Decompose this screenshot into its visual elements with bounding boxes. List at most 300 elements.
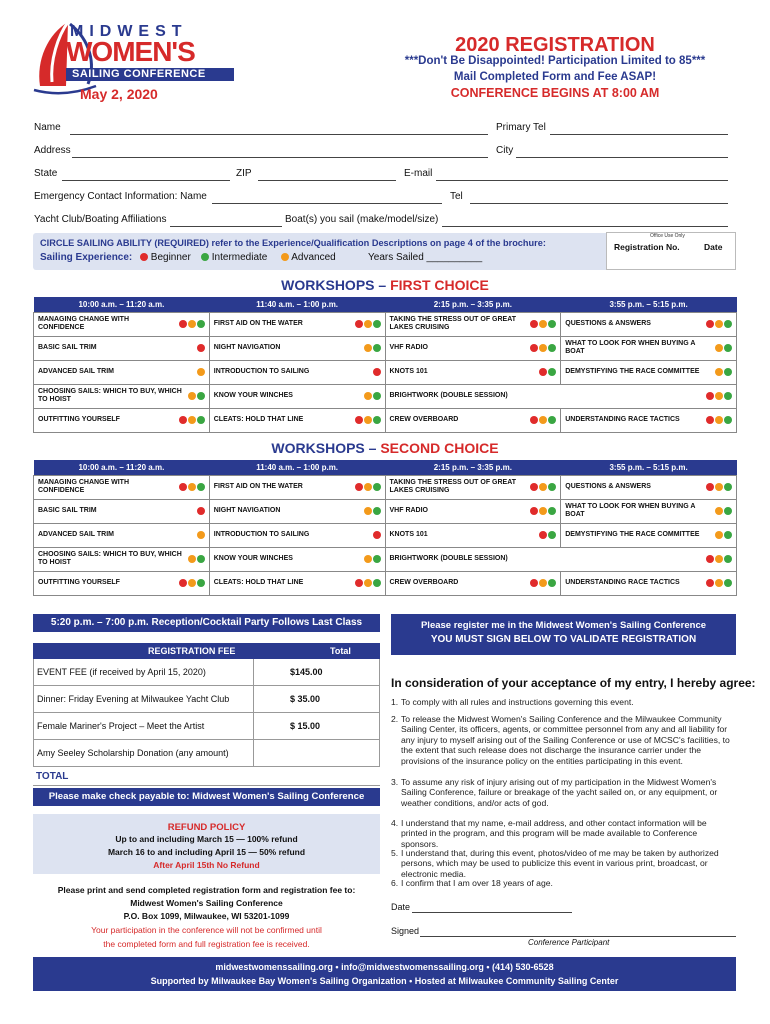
orange-level-dot-icon [715,344,723,352]
level-dots [175,579,205,588]
mail-line4: Your participation in the conference will not be confirmed until [91,925,322,935]
level-dots [193,368,205,377]
workshop-second-session-option[interactable] [34,523,210,547]
red-level-dot-icon [530,320,538,328]
green-level-dot-icon [724,320,732,328]
logo-womens: WOMEN'S [66,36,195,67]
workshop-first-session-option[interactable] [34,360,210,384]
session-title: KNOTS 101 [389,530,428,538]
red-level-dot-icon [179,320,187,328]
state-label: State [34,168,58,179]
session-title: OUTFITTING YOURSELF [38,578,120,586]
workshop-second-row [34,547,737,571]
orange-level-dot-icon [715,531,723,539]
workshop-second-session-option[interactable] [34,547,210,571]
green-level-dot-icon [724,531,732,539]
yacht-club-label: Yacht Club/Boating Affiliations [34,214,167,225]
red-level-dot-icon [373,531,381,539]
workshop-second-row [34,523,737,547]
agreement-item-text: I understand that, during this event, photos/video of me may be taken by authorized persons, which may be used to publicize this event in various print, broadcast, or electronic media. [401,848,719,879]
workshop-first-time-header: 10:00 a.m. – 11:20 a.m. [34,297,210,312]
advanced-dot-icon [281,253,289,261]
level-dots [184,555,205,564]
orange-level-dot-icon [715,320,723,328]
green-level-dot-icon [197,416,205,424]
workshop-second-session-option[interactable] [385,475,561,499]
workshops-first-title-a: WORKSHOPS – [281,277,391,293]
orange-level-dot-icon [715,392,723,400]
workshop-first-row [34,408,737,432]
workshop-second-session-option[interactable] [561,499,737,523]
fee-row-amount: $ 15.00 [290,721,321,731]
ability-beginner[interactable] [139,252,191,263]
fee-total: TOTAL [36,771,69,782]
workshop-first-session-option[interactable] [34,336,210,360]
workshop-first-session-option[interactable] [561,336,737,360]
orange-level-dot-icon [188,416,196,424]
green-level-dot-icon [548,416,556,424]
green-level-dot-icon [197,320,205,328]
ability-advanced[interactable] [280,252,336,263]
workshop-first-session-option[interactable] [385,312,561,336]
green-level-dot-icon [548,483,556,491]
workshop-first-row [34,360,737,384]
orange-level-dot-icon [539,483,547,491]
address-field[interactable] [72,157,488,158]
session-title: UNDERSTANDING RACE TACTICS [565,415,680,423]
city-field[interactable] [516,157,728,158]
workshop-second-session-option[interactable] [209,499,385,523]
green-level-dot-icon [724,507,732,515]
primary-tel-label: Primary Tel [496,122,546,133]
mail-line1: Please print and send completed registration form and registration fee to: [57,885,356,895]
office-use-note: Office Use Only [650,233,685,239]
date-label: Date [391,902,411,912]
refund-title: REFUND POLICY [167,822,246,833]
green-level-dot-icon [548,579,556,587]
level-dots [702,483,732,492]
red-level-dot-icon [530,579,538,587]
red-level-dot-icon [706,555,714,563]
red-level-dot-icon [373,368,381,376]
workshop-first-session-option[interactable] [561,312,737,336]
primary-tel-field[interactable] [550,134,728,135]
orange-level-dot-icon [364,320,372,328]
orange-level-dot-icon [715,579,723,587]
session-title: OUTFITTING YOURSELF [38,415,120,423]
agreement-item-text: I confirm that I am over 18 years of age. [401,878,553,888]
session-title: CLEATS: HOLD THAT LINE [213,415,304,423]
office-date-label: Date [704,242,723,252]
session-title: WHAT TO LOOK FOR WHEN BUYING A BOAT [565,339,696,355]
workshop-first-session-option[interactable] [209,360,385,384]
red-level-dot-icon [197,507,205,515]
workshop-first-session-option[interactable] [385,336,561,360]
fee-row-amount: $ 35.00 [290,694,321,704]
orange-level-dot-icon [539,416,547,424]
fee-total-col-label: Total [330,646,351,656]
level-dots [351,416,381,425]
footer-line1: midwestwomenssailing.org • info@midwestwomenssailing.org • (414) 530-6528 [215,962,554,972]
session-title: CREW OVERBOARD [389,578,459,586]
level-dots [193,507,205,516]
logo-midwest: MIDWEST [70,23,188,40]
workshop-first-row [34,336,737,360]
green-level-dot-icon [548,507,556,515]
fee-total-line [33,785,380,786]
workshop-first-session-option[interactable] [385,360,561,384]
orange-level-dot-icon [364,483,372,491]
fee-row-label: Amy Seeley Scholarship Donation (any amount) [37,748,229,758]
date-field[interactable] [412,912,572,913]
level-dots [526,483,556,492]
zip-field[interactable] [258,180,396,181]
session-title: INTRODUCTION TO SAILING [213,367,310,375]
red-level-dot-icon [530,507,538,515]
session-title: CLEATS: HOLD THAT LINE [213,578,304,586]
workshop-second-session-option[interactable] [385,499,561,523]
session-title: BRIGHTWORK (DOUBLE SESSION) [389,554,508,562]
green-level-dot-icon [197,555,205,563]
workshop-second-time-header: 10:00 a.m. – 11:20 a.m. [34,460,210,475]
workshop-first-session-option[interactable] [561,408,737,432]
header-warning: ***Don't Be Disappointed! Participation Limited to 85*** [404,55,706,67]
green-level-dot-icon [724,368,732,376]
red-level-dot-icon [706,392,714,400]
green-level-dot-icon [548,320,556,328]
workshops-first-title [0,277,770,293]
years-sailed[interactable]: Years Sailed __________ [368,252,483,263]
red-level-dot-icon [530,344,538,352]
orange-level-dot-icon [364,344,372,352]
registration-title: 2020 REGISTRATION [455,34,655,56]
workshop-first-time-header: 2:15 p.m. – 3:35 p.m. [385,297,561,312]
advanced-label: Advanced [291,252,336,263]
workshop-first-time-header: 11:40 a.m. – 1:00 p.m. [209,297,385,312]
level-dots [369,531,381,540]
workshops-second-title [0,440,770,456]
session-title: VHF RADIO [389,506,428,514]
workshop-second-session-option[interactable] [34,571,210,595]
workshop-first-session-option[interactable] [34,408,210,432]
agreement-item-number: 1. [391,697,399,707]
address-label: Address [34,145,71,156]
level-dots [711,507,732,516]
red-level-dot-icon [706,320,714,328]
workshops-first-table [33,297,737,433]
agreement-item-number: 3. [391,777,399,787]
level-dots [526,416,556,425]
zip-label: ZIP [236,168,252,179]
fee-row[interactable] [33,686,380,713]
green-level-dot-icon [373,392,381,400]
session-title: KNOW YOUR WINCHES [213,554,293,562]
session-title: DEMYSTIFYING THE RACE COMMITTEE [565,367,700,375]
session-title: TAKING THE STRESS OUT OF GREAT LAKES CRUISING [389,315,517,331]
workshop-first-session-option[interactable] [385,384,737,408]
orange-level-dot-icon [539,579,547,587]
intermediate-dot-icon [201,253,209,261]
session-title: QUESTIONS & ANSWERS [565,482,651,490]
agreement-item-number: 6. [391,878,399,888]
workshops-second-title-b: SECOND CHOICE [380,440,499,456]
check-payable-text: Please make check payable to: Midwest Women's Sailing Conference [48,791,365,802]
level-dots [360,555,381,564]
workshop-first-session-option[interactable] [385,408,561,432]
boats-field[interactable] [442,226,728,227]
orange-level-dot-icon [715,507,723,515]
session-title: ADVANCED SAIL TRIM [38,367,114,375]
workshop-first-row [34,312,737,336]
red-level-dot-icon [706,416,714,424]
emergency-tel-field[interactable] [470,203,728,204]
red-level-dot-icon [706,483,714,491]
reception-text: 5:20 p.m. – 7:00 p.m. Reception/Cocktail Party Follows Last Class [50,617,363,628]
session-title: ADVANCED SAIL TRIM [38,530,114,538]
beginner-label: Beginner [150,252,191,263]
red-level-dot-icon [530,416,538,424]
orange-level-dot-icon [715,368,723,376]
session-title: QUESTIONS & ANSWERS [565,319,651,327]
level-dots [360,392,381,401]
session-title: KNOTS 101 [389,367,428,375]
session-title: WHAT TO LOOK FOR WHEN BUYING A BOAT [565,502,696,518]
reception-band [33,614,380,632]
agree-title: In consideration of your acceptance of my entry, I hereby agree: [391,676,756,690]
fee-row-label: Female Mariner's Project – Meet the Artist [37,721,205,731]
orange-level-dot-icon [188,579,196,587]
session-title: UNDERSTANDING RACE TACTICS [565,578,680,586]
workshop-first-session-option[interactable] [209,312,385,336]
beginner-dot-icon [140,253,148,261]
level-dots [193,344,205,353]
workshop-first-time-header: 3:55 p.m. – 5:15 p.m. [561,297,737,312]
signature-field[interactable] [420,936,736,937]
emergency-name-field[interactable] [212,203,442,204]
session-title: NIGHT NAVIGATION [213,343,281,351]
level-dots [711,344,732,353]
green-level-dot-icon [197,483,205,491]
workshop-second-session-option[interactable] [561,571,737,595]
level-dots [526,320,556,329]
session-title: CHOOSING SAILS: WHICH TO BUY, WHICH TO HOIST [38,387,182,403]
mail-line3: P.O. Box 1099, Milwaukee, WI 53201-1099 [123,911,290,921]
workshop-first-session-option[interactable] [34,384,210,408]
red-level-dot-icon [355,320,363,328]
workshop-second-session-option[interactable] [385,523,561,547]
workshops-second-table [33,460,737,596]
name-label: Name [34,122,61,133]
agreement-item-number: 4. [391,818,399,828]
green-level-dot-icon [548,368,556,376]
green-level-dot-icon [724,392,732,400]
level-dots [702,392,732,401]
level-dots [535,368,556,377]
green-level-dot-icon [548,531,556,539]
red-level-dot-icon [355,483,363,491]
green-level-dot-icon [197,579,205,587]
workshop-first-session-option[interactable] [209,408,385,432]
green-level-dot-icon [724,416,732,424]
red-level-dot-icon [539,531,547,539]
level-dots [360,344,381,353]
agreement-item-text: I understand that my name, e-mail address, and other contact information will be printed in the program, and this program will be made available to Conference sponsors. [401,818,707,849]
agreement-item-number: 5. [391,848,399,858]
workshop-second-row [34,499,737,523]
session-title: NIGHT NAVIGATION [213,506,281,514]
orange-level-dot-icon [188,320,196,328]
green-level-dot-icon [724,555,732,563]
orange-level-dot-icon [364,579,372,587]
orange-level-dot-icon [364,555,372,563]
fee-row-label: EVENT FEE (if received by April 15, 2020) [37,667,206,677]
red-level-dot-icon [355,579,363,587]
workshop-second-session-option[interactable] [209,547,385,571]
level-dots [711,531,732,540]
level-dots [711,368,732,377]
sign-band-line1: Please register me in the Midwest Women's Sailing Conference [420,620,707,631]
level-dots [535,531,556,540]
sign-band-line2: YOU MUST SIGN BELOW TO VALIDATE REGISTRATION [430,634,697,645]
fee-row[interactable] [33,740,380,767]
workshop-first-session-option[interactable] [34,312,210,336]
workshop-first-session-option[interactable] [209,336,385,360]
fee-row[interactable] [33,659,380,686]
orange-level-dot-icon [364,416,372,424]
registration-no-label: Registration No. [614,242,680,252]
orange-level-dot-icon [715,416,723,424]
session-title: MANAGING CHANGE WITH CONFIDENCE [38,315,129,331]
orange-level-dot-icon [364,392,372,400]
name-field[interactable] [70,134,488,135]
level-dots [175,416,205,425]
fee-row-amount: $145.00 [290,667,323,677]
refund-line3: After April 15th No Refund [153,860,260,870]
fee-row-label: Dinner: Friday Evening at Milwaukee Yacht Club [37,694,230,704]
green-level-dot-icon [373,416,381,424]
orange-level-dot-icon [197,531,205,539]
red-level-dot-icon [530,483,538,491]
check-payable-band [33,788,380,806]
red-level-dot-icon [179,416,187,424]
refund-line2: March 16 to and including April 15 — 50% refund [107,847,306,857]
red-level-dot-icon [179,483,187,491]
orange-level-dot-icon [188,483,196,491]
agreement-item-number: 2. [391,714,399,724]
session-title: BASIC SAIL TRIM [38,343,97,351]
conference-date: May 2, 2020 [80,86,158,102]
orange-level-dot-icon [715,483,723,491]
ability-intermediate[interactable] [200,252,267,263]
session-title: BASIC SAIL TRIM [38,506,97,514]
green-level-dot-icon [373,555,381,563]
logo-sailing-conference: SAILING CONFERENCE [72,68,206,80]
yacht-club-field[interactable] [170,226,282,227]
email-field[interactable] [436,180,728,181]
level-dots [351,483,381,492]
workshop-second-time-header: 11:40 a.m. – 1:00 p.m. [209,460,385,475]
orange-level-dot-icon [188,392,196,400]
header-mail: Mail Completed Form and Fee ASAP! [453,71,657,83]
workshop-second-session-option[interactable] [209,475,385,499]
ability-instruction: CIRCLE SAILING ABILITY (REQUIRED) refer to the Experience/Qualification Descriptions on page 4 of the brochure: [40,238,546,248]
workshop-second-time-header: 3:55 p.m. – 5:15 p.m. [561,460,737,475]
level-dots [175,483,205,492]
workshop-second-session-option[interactable] [385,547,737,571]
red-level-dot-icon [706,579,714,587]
email-label: E-mail [404,168,433,179]
fee-row[interactable] [33,713,380,740]
state-field[interactable] [62,180,230,181]
logo [30,20,240,100]
level-dots [702,579,732,588]
city-label: City [496,145,514,156]
green-level-dot-icon [373,320,381,328]
session-title: BRIGHTWORK (DOUBLE SESSION) [389,391,508,399]
session-title: INTRODUCTION TO SAILING [213,530,310,538]
level-dots [526,579,556,588]
workshop-second-session-option[interactable] [34,475,210,499]
green-level-dot-icon [724,483,732,491]
green-level-dot-icon [373,344,381,352]
workshop-second-session-option[interactable] [209,523,385,547]
session-title: DEMYSTIFYING THE RACE COMMITTEE [565,530,700,538]
green-level-dot-icon [724,344,732,352]
orange-level-dot-icon [539,507,547,515]
agreement-item-text: To release the Midwest Women's Sailing Conference and the Milwaukee Community Sailing Center, its officers, agents, or committee personnel from any and all liability for any injury to myself arising out of the Sailing Conference or use of MCSC's facilities, to the extent that such release does not discharge the insurance carrier under the provisions of the insurance policy on the entities participating in this event. [401,714,730,766]
orange-level-dot-icon [539,344,547,352]
workshop-first-session-option[interactable] [561,360,737,384]
workshop-second-session-option[interactable] [561,475,737,499]
level-dots [184,392,205,401]
red-level-dot-icon [179,579,187,587]
workshop-second-session-option[interactable] [385,571,561,595]
green-level-dot-icon [724,579,732,587]
footer-line2: Supported by Milwaukee Bay Women's Sailing Organization • Hosted at Milwaukee Community Sailing Center [150,976,619,986]
red-level-dot-icon [355,416,363,424]
level-dots [526,507,556,516]
session-title: MANAGING CHANGE WITH CONFIDENCE [38,478,129,494]
boats-label: Boat(s) you sail (make/model/size) [285,214,439,225]
workshop-second-session-option[interactable] [209,571,385,595]
participant-label: Conference Participant [528,938,610,947]
workshop-second-session-option[interactable] [34,499,210,523]
mail-line2: Midwest Women's Sailing Conference [130,898,283,908]
fee-header-label: REGISTRATION FEE [148,646,236,656]
sailing-experience-label: Sailing Experience: [40,252,133,263]
intermediate-label: Intermediate [211,252,268,263]
emergency-label: Emergency Contact Information: Name [34,191,207,202]
session-title: KNOW YOUR WINCHES [213,391,293,399]
session-title: CHOOSING SAILS: WHICH TO BUY, WHICH TO HOIST [38,550,182,566]
workshop-second-row [34,571,737,595]
session-title: TAKING THE STRESS OUT OF GREAT LAKES CRUISING [389,478,517,494]
workshop-first-session-option[interactable] [209,384,385,408]
level-dots [702,416,732,425]
workshops-second-title-a: WORKSHOPS – [271,440,381,456]
workshop-second-session-option[interactable] [561,523,737,547]
orange-level-dot-icon [715,555,723,563]
signed-label: Signed [391,926,420,936]
level-dots [193,531,205,540]
orange-level-dot-icon [197,368,205,376]
level-dots [351,320,381,329]
green-level-dot-icon [197,392,205,400]
level-dots [526,344,556,353]
session-title: FIRST AID ON THE WATER [213,319,303,327]
mail-line5: the completed form and full registration fee is received. [103,939,310,949]
green-level-dot-icon [373,483,381,491]
